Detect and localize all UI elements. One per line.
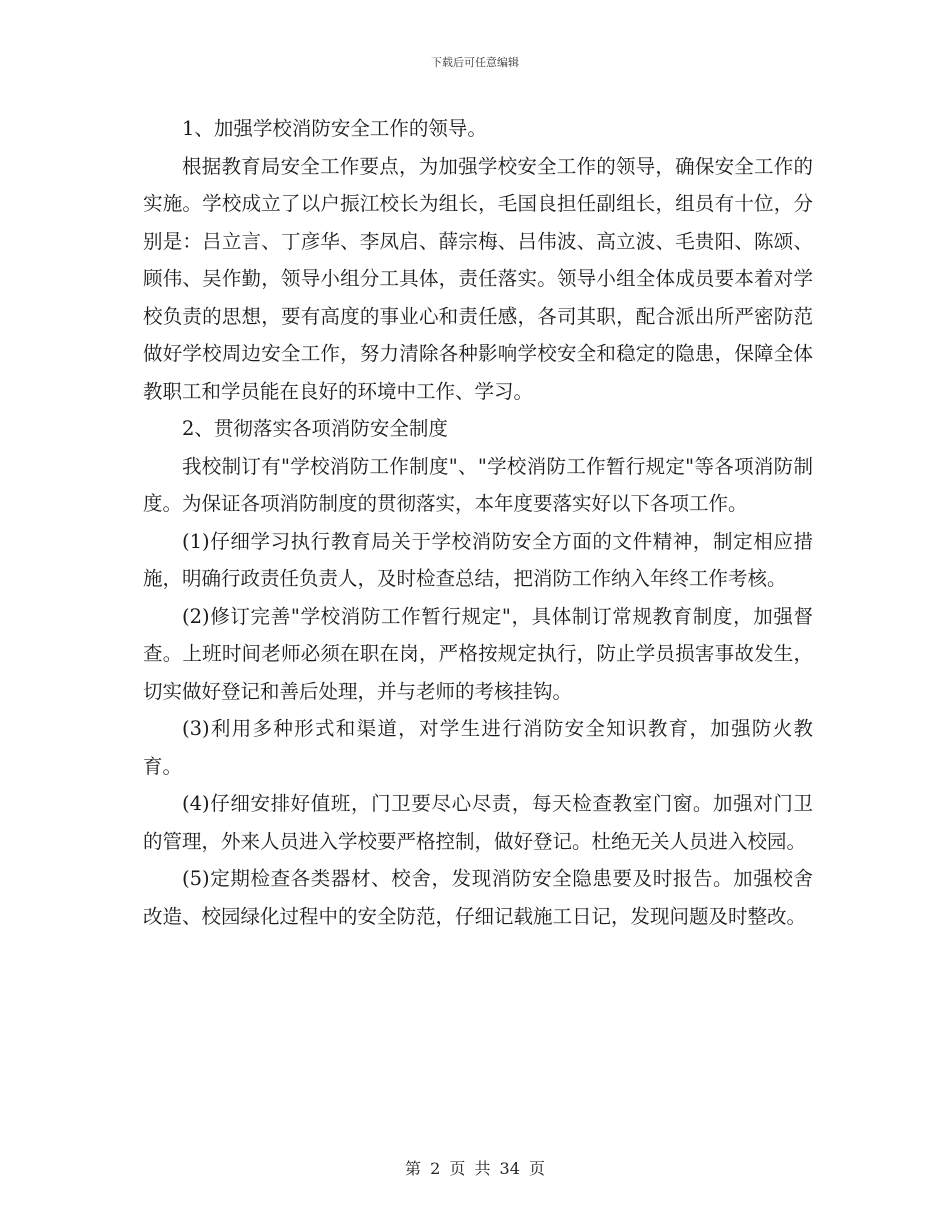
list-item-3: (3)利用多种形式和渠道，对学生进行消防安全知识教育，加强防火教育。: [143, 717, 813, 778]
document-body: [143, 110, 813, 935]
section-heading-1: 1、加强学校消防安全工作的领导。: [182, 117, 487, 140]
section-heading-2: 2、贯彻落实各项消防安全制度: [182, 417, 448, 440]
list-item-4: (4)仔细安排好值班，门卫要尽心尽责，每天检查教室门窗。加强对门卫的管理，外来人员进入学校要严格控制，做好登记。杜绝无关人员进入校园。: [143, 792, 813, 853]
page-header: 下载后可任意编辑: [431, 56, 519, 69]
paragraph-leadership: 根据教育局安全工作要点，为加强学校安全工作的领导，确保安全工作的实施。学校成立了以户振江校长为组长，毛国良担任副组长，组员有十位，分别是：吕立言、丁彦华、李凤启、薛宗梅、吕伟波、高立波、毛贵阳、陈颂、顾伟、吴作勤，领导小组分工具体，责任落实。领导小组全体成员要本着对学校负责的思想，要有高度的事业心和责任感，各司其职，配合派出所严密防范做好学校周边安全工作，努力清除各种影响学校安全和稳定的隐患，保障全体教职工和学员能在良好的环境中工作、学习。: [143, 154, 813, 403]
list-item-1: (1)仔细学习执行教育局关于学校消防安全方面的文件精神，制定相应措施，明确行政责任负责人，及时检查总结，把消防工作纳入年终工作考核。: [143, 529, 813, 590]
list-item-5: (5)定期检查各类器材、校舍，发现消防安全隐患要及时报告。加强校舍改造、校园绿化过程中的安全防范，仔细记载施工日记，发现问题及时整改。: [143, 867, 813, 928]
page-number-footer: 第 2 页 共 34 页: [405, 1159, 545, 1178]
paragraph-regulations: 我校制订有"学校消防工作制度"、"学校消防工作暂行规定"等各项消防制度。为保证各项消防制度的贯彻落实，本年度要落实好以下各项工作。: [143, 454, 813, 515]
list-item-2: (2)修订完善"学校消防工作暂行规定"，具体制订常规教育制度，加强督查。上班时间老师必须在职在岗，严格按规定执行，防止学员损害事故发生，切实做好登记和善后处理，并与老师的考核挂钩。: [143, 604, 813, 703]
